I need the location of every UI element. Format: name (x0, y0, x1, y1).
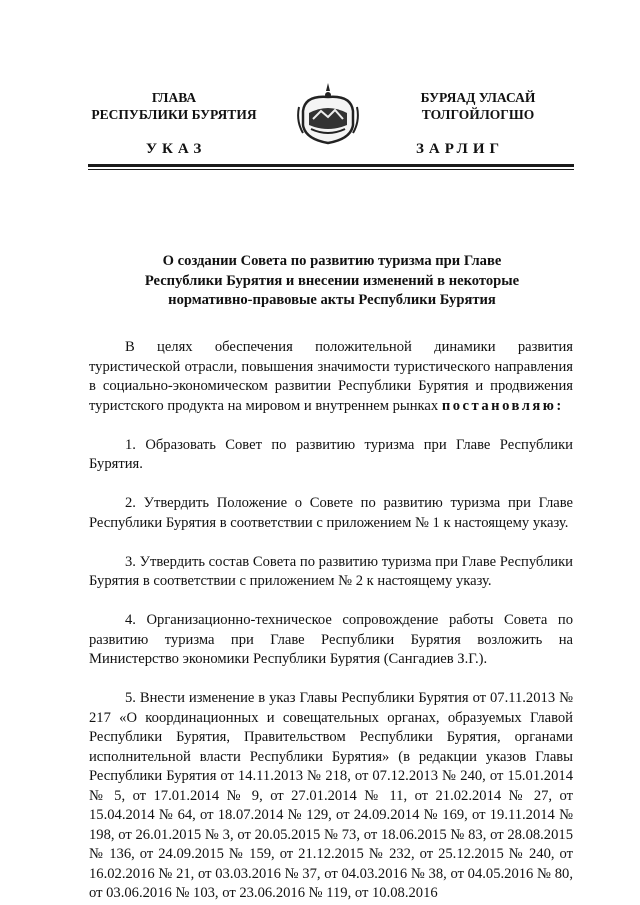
item-3: 3. Утвердить состав Совета по развитию туризма при Главе Республики Бурятия в соответствии с приложением № 2 к настоящему указу. (89, 553, 573, 589)
title-line-1: О создании Совета по развитию туризма при Главе (162, 253, 502, 269)
header-left-title: УКАЗ (146, 141, 207, 157)
header-left (74, 89, 274, 123)
title-line-2: Республики Бурятия и внесении изменений в некоторые (144, 272, 520, 289)
header-left-line1: ГЛАВА (151, 90, 197, 105)
header-left-line2: РЕСПУБЛИКИ БУРЯТИЯ (91, 107, 257, 122)
coat-of-arms-icon (293, 81, 363, 147)
header-rule-thin (88, 169, 574, 170)
item-2: 2. Утвердить Положение о Совете по развитию туризма при Главе Республики Бурятия в соответствии с приложением № 1 к настоящему указу. (89, 495, 573, 531)
header-right-line2: ТОЛГОЙЛОГШО (421, 107, 535, 122)
preamble-emphasis: постановляю: (441, 397, 564, 414)
header-right-line1: БУРЯАД УЛАСАЙ (420, 90, 536, 105)
item-5: 5. Внести изменение в указ Главы Республики Бурятия от 07.11.2013 № 217 «О координационных и совещательных органах, образуемых Главой Республики Бурятия, Правительством Республики Бурятия, органами исполнительной власти Республики Бурятия» (в редакции указов Главы Республики Бурятия от 14.11.2013 № 218, от 07.12.2013 № 240, от 15.01.2014 № 5, от 17.01.2014 № 9, от 27.01.2014 № 11, от 21.02.2014 № 27, от 15.04.2014 № 64, от 18.07.2014 № 129, от 24.09.2014 № 169, от 19.11.2014 № 198, от 26.01.2015 № 3, от 20.05.2015 № 73, от 18.06.2015 № 83, от 28.08.2015 № 136, от 24.09.2015 № 159, от 21.12.2015 № 232, от 25.12.2015 № 240, от 16.02.2016 № 21, от 03.03.2016 № 37, от 04.03.2016 № 38, от 04.05.2016 № 80, от 03.06.2016 № 103, от 23.06.2016 № 119, от 10.08.2016 (89, 690, 573, 901)
header-rule-thick (88, 164, 574, 167)
preamble-text: В целях обеспечения положительной динамики развития туристической отрасли, повышения значимости туристического направления в социально-экономическом развитии Республики Бурятия и продвижения туристского продукта на мировом и внутреннем рынках (89, 339, 573, 414)
document-title (90, 252, 574, 311)
title-line-3: нормативно-правовые акты Республики Бурятия (168, 292, 496, 308)
preamble-paragraph (89, 338, 573, 416)
header-right-title: ЗАРЛИГ (416, 141, 505, 157)
item-4: 4. Организационно-техническое сопровождение работы Совета по развитию туризма при Главе Республики Бурятия возложить на Министерство экономики Республики Бурятия (Сангадиев З.Г.). (89, 612, 573, 667)
header-right (378, 89, 578, 123)
item-1: 1. Образовать Совет по развитию туризма при Главе Республики Бурятия. (89, 436, 573, 472)
document-body (89, 338, 573, 904)
